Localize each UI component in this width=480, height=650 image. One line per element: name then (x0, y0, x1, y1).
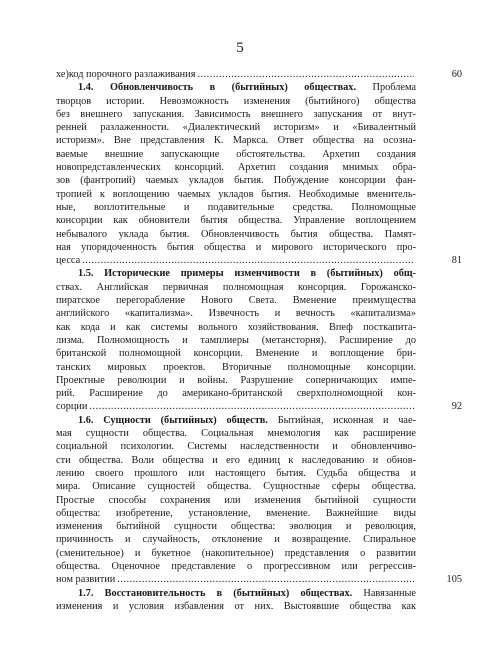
leader-dots (82, 254, 414, 267)
toc-page-ref: 105 (446, 574, 462, 586)
toc-line: мая сущности общества. Социальная мнемология как расширение (56, 428, 416, 440)
leader-dots (117, 573, 414, 586)
leader-dots (197, 68, 414, 81)
toc-line: ствах. Английская первичная полномощная консорция. Горожанско- (56, 281, 416, 293)
toc-line: причинность и случайность, отклонение и возвращение. Спиральное (56, 534, 416, 546)
toc-line: пиратское перегорабление Нового Света. Вменение преимущества (56, 295, 416, 307)
toc-line: зов (фантропий) чаемых укладов бытия. Побуждение консорции фан- (56, 175, 416, 187)
toc-line: (сменительное) и букетное (накопительное) представления о развитии (56, 547, 416, 559)
toc-line: новопредставленческих консорций. Архетип создания мнимых обра- (56, 162, 416, 174)
toc-line: общества. Оценочное представление о прогрессивном или регрессив- (56, 560, 416, 572)
table-of-contents (56, 68, 462, 613)
toc-line: британской полномощной консорции. Вменение и воплощение бри- (56, 348, 416, 360)
toc-line: английского «капитализма». Извечность и вечность «капитализма» (56, 308, 416, 320)
toc-line-text: ном развитии (56, 574, 116, 586)
toc-line: изменения и условия избавления от них. Выстоявшие общества как (56, 600, 416, 612)
section-title: 1.6. Сущности (бытийных) обществ. (78, 414, 268, 426)
toc-entry-1-7 (56, 587, 416, 614)
toc-entry-1-5 (56, 267, 462, 413)
page-number: 5 (236, 40, 244, 56)
toc-line: мира. Описание сущностей общества. Сущностные сферы общества. (56, 481, 416, 493)
toc-line: ные, воплотительные и подавительные средства. Полномощные (56, 201, 416, 213)
toc-line: без внешнего запускания. Зависимость внешнего запускания от внут- (56, 108, 416, 120)
toc-line: 1.4. Обновленчивость в (бытийных) обществах. Проблема (78, 82, 416, 94)
toc-line-text: цесса (56, 255, 81, 267)
toc-page-ref: 81 (451, 255, 462, 267)
toc-line: небывалого уклада бытия. Обновленчивость бытия общества. Памят- (56, 228, 416, 240)
toc-line: Проектные революции и войны. Разрушение соперничающих импе- (56, 374, 416, 386)
toc-line: социальной психологии. Системы наследственности и обновленчиво- (56, 441, 416, 453)
toc-entry-1-4 (56, 81, 462, 267)
toc-line: ренней разлаженности. «Диалектический историзм» и «Бивалентный (56, 122, 416, 134)
toc-line: как кода и как системы вольного хозяйствования. Впеф посткапита- (56, 321, 416, 333)
toc-line: изменения бытийной сущности общества: эволюция и революция, (56, 521, 416, 533)
toc-line: ваемые внешние запускающие обстоятельства. Архетип создания (56, 148, 416, 160)
toc-line: 1.6. Сущности (бытийных) обществ. Бытийная, исконная и чае- (78, 414, 416, 426)
toc-entry-1-6 (56, 414, 462, 587)
toc-line: сти общества. Воли общества и его единиц к наследованию и обнов- (56, 454, 416, 466)
toc-line: общества: изобретение, установление, вменение. Важнейшие виды (56, 507, 416, 519)
toc-page-ref: 92 (451, 401, 462, 413)
toc-line: рий. Расширение до американо-британской сверхполномощной кон- (56, 388, 416, 400)
section-title: 1.4. Обновленчивость в (бытийных) обществах. (78, 82, 357, 94)
toc-line: Простые способы сохранения или изменения бытийной сущности (56, 494, 416, 506)
toc-line: ная упорядоченность бытия общества и мирового исторического про- (56, 241, 416, 253)
toc-line-text: хе)код порочного разлаживания (56, 69, 196, 80)
leader-dots (89, 400, 414, 413)
toc-line: 1.7. Восстановительность в (бытийных) обществах. Навязанные (78, 587, 417, 599)
toc-line (56, 267, 416, 280)
section-title: 1.7. Восстановительность в (бытийных) обществах. (78, 587, 353, 599)
toc-line: лизма. Полномощность и тамплиеры (метансторня). Расширение до (56, 334, 416, 346)
toc-line-text: сорции (56, 401, 88, 413)
toc-line: лению своего прошлого или настоящего бытия. Судьба общества и (56, 467, 416, 479)
section-title: 1.5. Исторические примеры изменчивости в (бытийных) общ- (78, 268, 416, 280)
toc-line: консорции как обновители бытия общества. Управление воплощением (56, 215, 416, 227)
toc-entry-prev-tail (56, 68, 462, 81)
toc-line: историзм». Вне представления К. Маркса. Ответ общества на осозна- (56, 135, 416, 147)
toc-line: тропией к воплощению чаемых укладов бытия. Необходимые вменитель- (56, 188, 416, 200)
toc-line: творцов истории. Невозможность изменения (бытийного) общества (56, 95, 416, 107)
toc-page-ref: 60 (451, 69, 462, 80)
toc-line: танских мировых проектов. Вторичные полномощные консорции. (56, 361, 416, 373)
